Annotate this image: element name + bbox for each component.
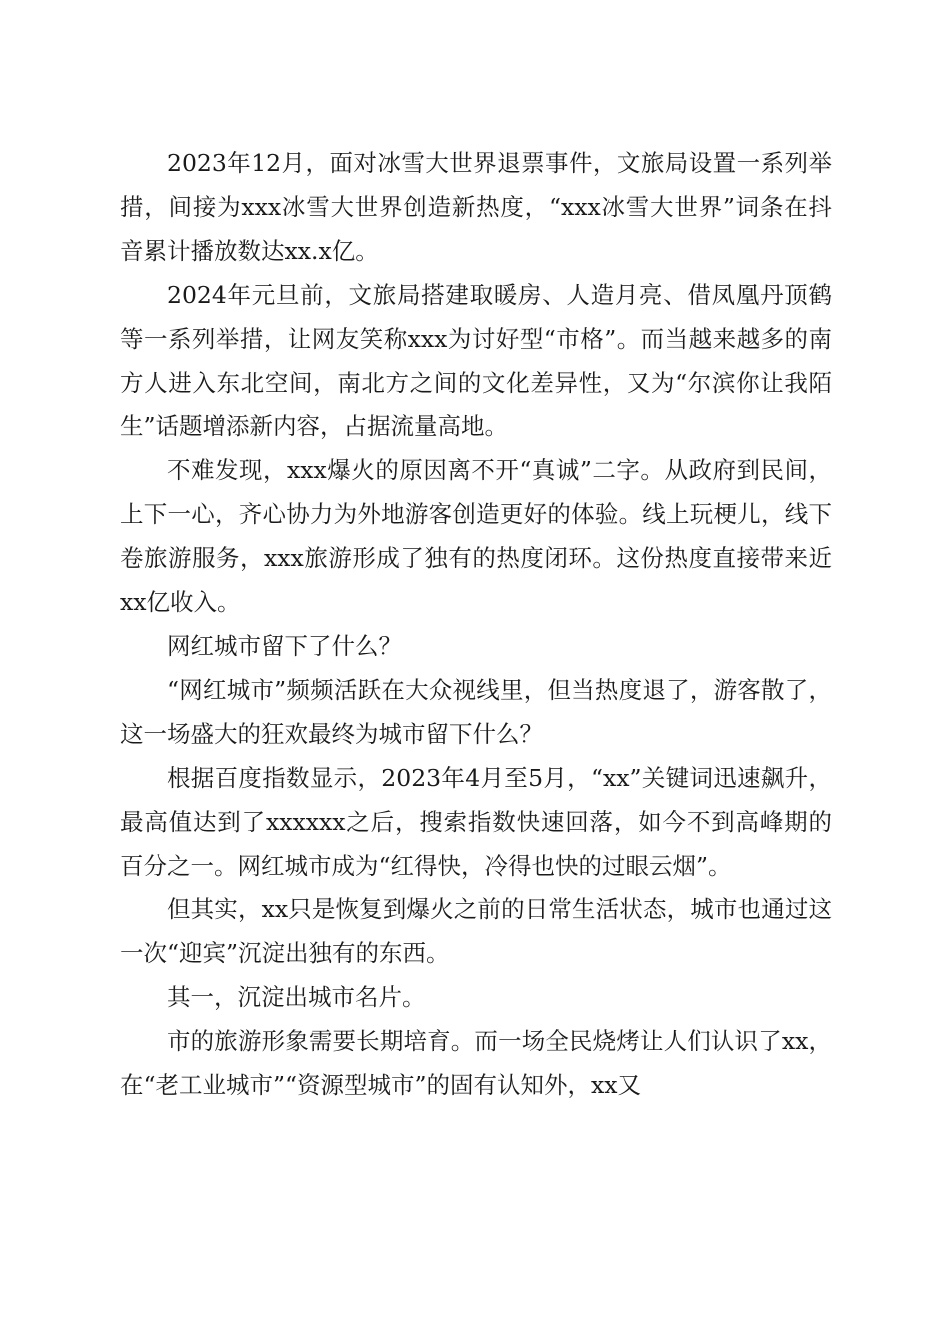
section-heading-what-remains: 网红城市留下了什么？ bbox=[167, 631, 402, 660]
paragraph-daily-life-return: 但其实，xx只是恢复到爆火之前的日常生活状态，城市也通过这一次“迎宾”沉淀出独有的东西。 bbox=[120, 895, 832, 968]
paragraph-new-year-measures: 2024年元旦前，文旅局搭建取暖房、人造月亮、借凤凰丹顶鹤等一系列举措，让网友笑称xxx为讨好型“市格”。而当越来越多的南方人进入东北空间，南北方之间的文化差异性，又为“尔滨你让我陌生”话题增添新内容，占据流量高地。 bbox=[120, 280, 832, 441]
paragraph-tourism-image: 市的旅游形象需要长期培育。而一场全民烧烤让人们认识了xx，在“老工业城市”“资源型城市”的固有认知外，xx又 bbox=[120, 1027, 832, 1100]
subheading-city-card: 其一，沉淀出城市名片。 bbox=[167, 983, 426, 1012]
paragraph-sincerity: 不难发现，xxx爆火的原因离不开“真诚”二字。从政府到民间，上下一心，齐心协力为外地游客创造更好的体验。线上玩梗儿，线下卷旅游服务，xxx旅游形成了独有的热度闭环。这份热度直接带来近xx亿收入。 bbox=[120, 456, 832, 617]
paragraph-ice-world-refund: 2023年12月，面对冰雪大世界退票事件，文旅局设置一系列举措，间接为xxx冰雪大世界创造新热度，“xxx冰雪大世界”词条在抖音累计播放数达xx.x亿。 bbox=[120, 149, 832, 265]
paragraph-influencer-city-question: “网红城市”频频活跃在大众视线里，但当热度退了，游客散了，这一场盛大的狂欢最终为城市留下什么？ bbox=[120, 675, 832, 748]
document-page bbox=[120, 142, 832, 1108]
paragraph-baidu-index: 根据百度指数显示，2023年4月至5月，“xx”关键词迅速飙升，最高值达到了xxxxxx之后，搜索指数快速回落，如今不到高峰期的百分之一。网红城市成为“红得快，冷得也快的过眼云烟”。 bbox=[120, 763, 832, 880]
